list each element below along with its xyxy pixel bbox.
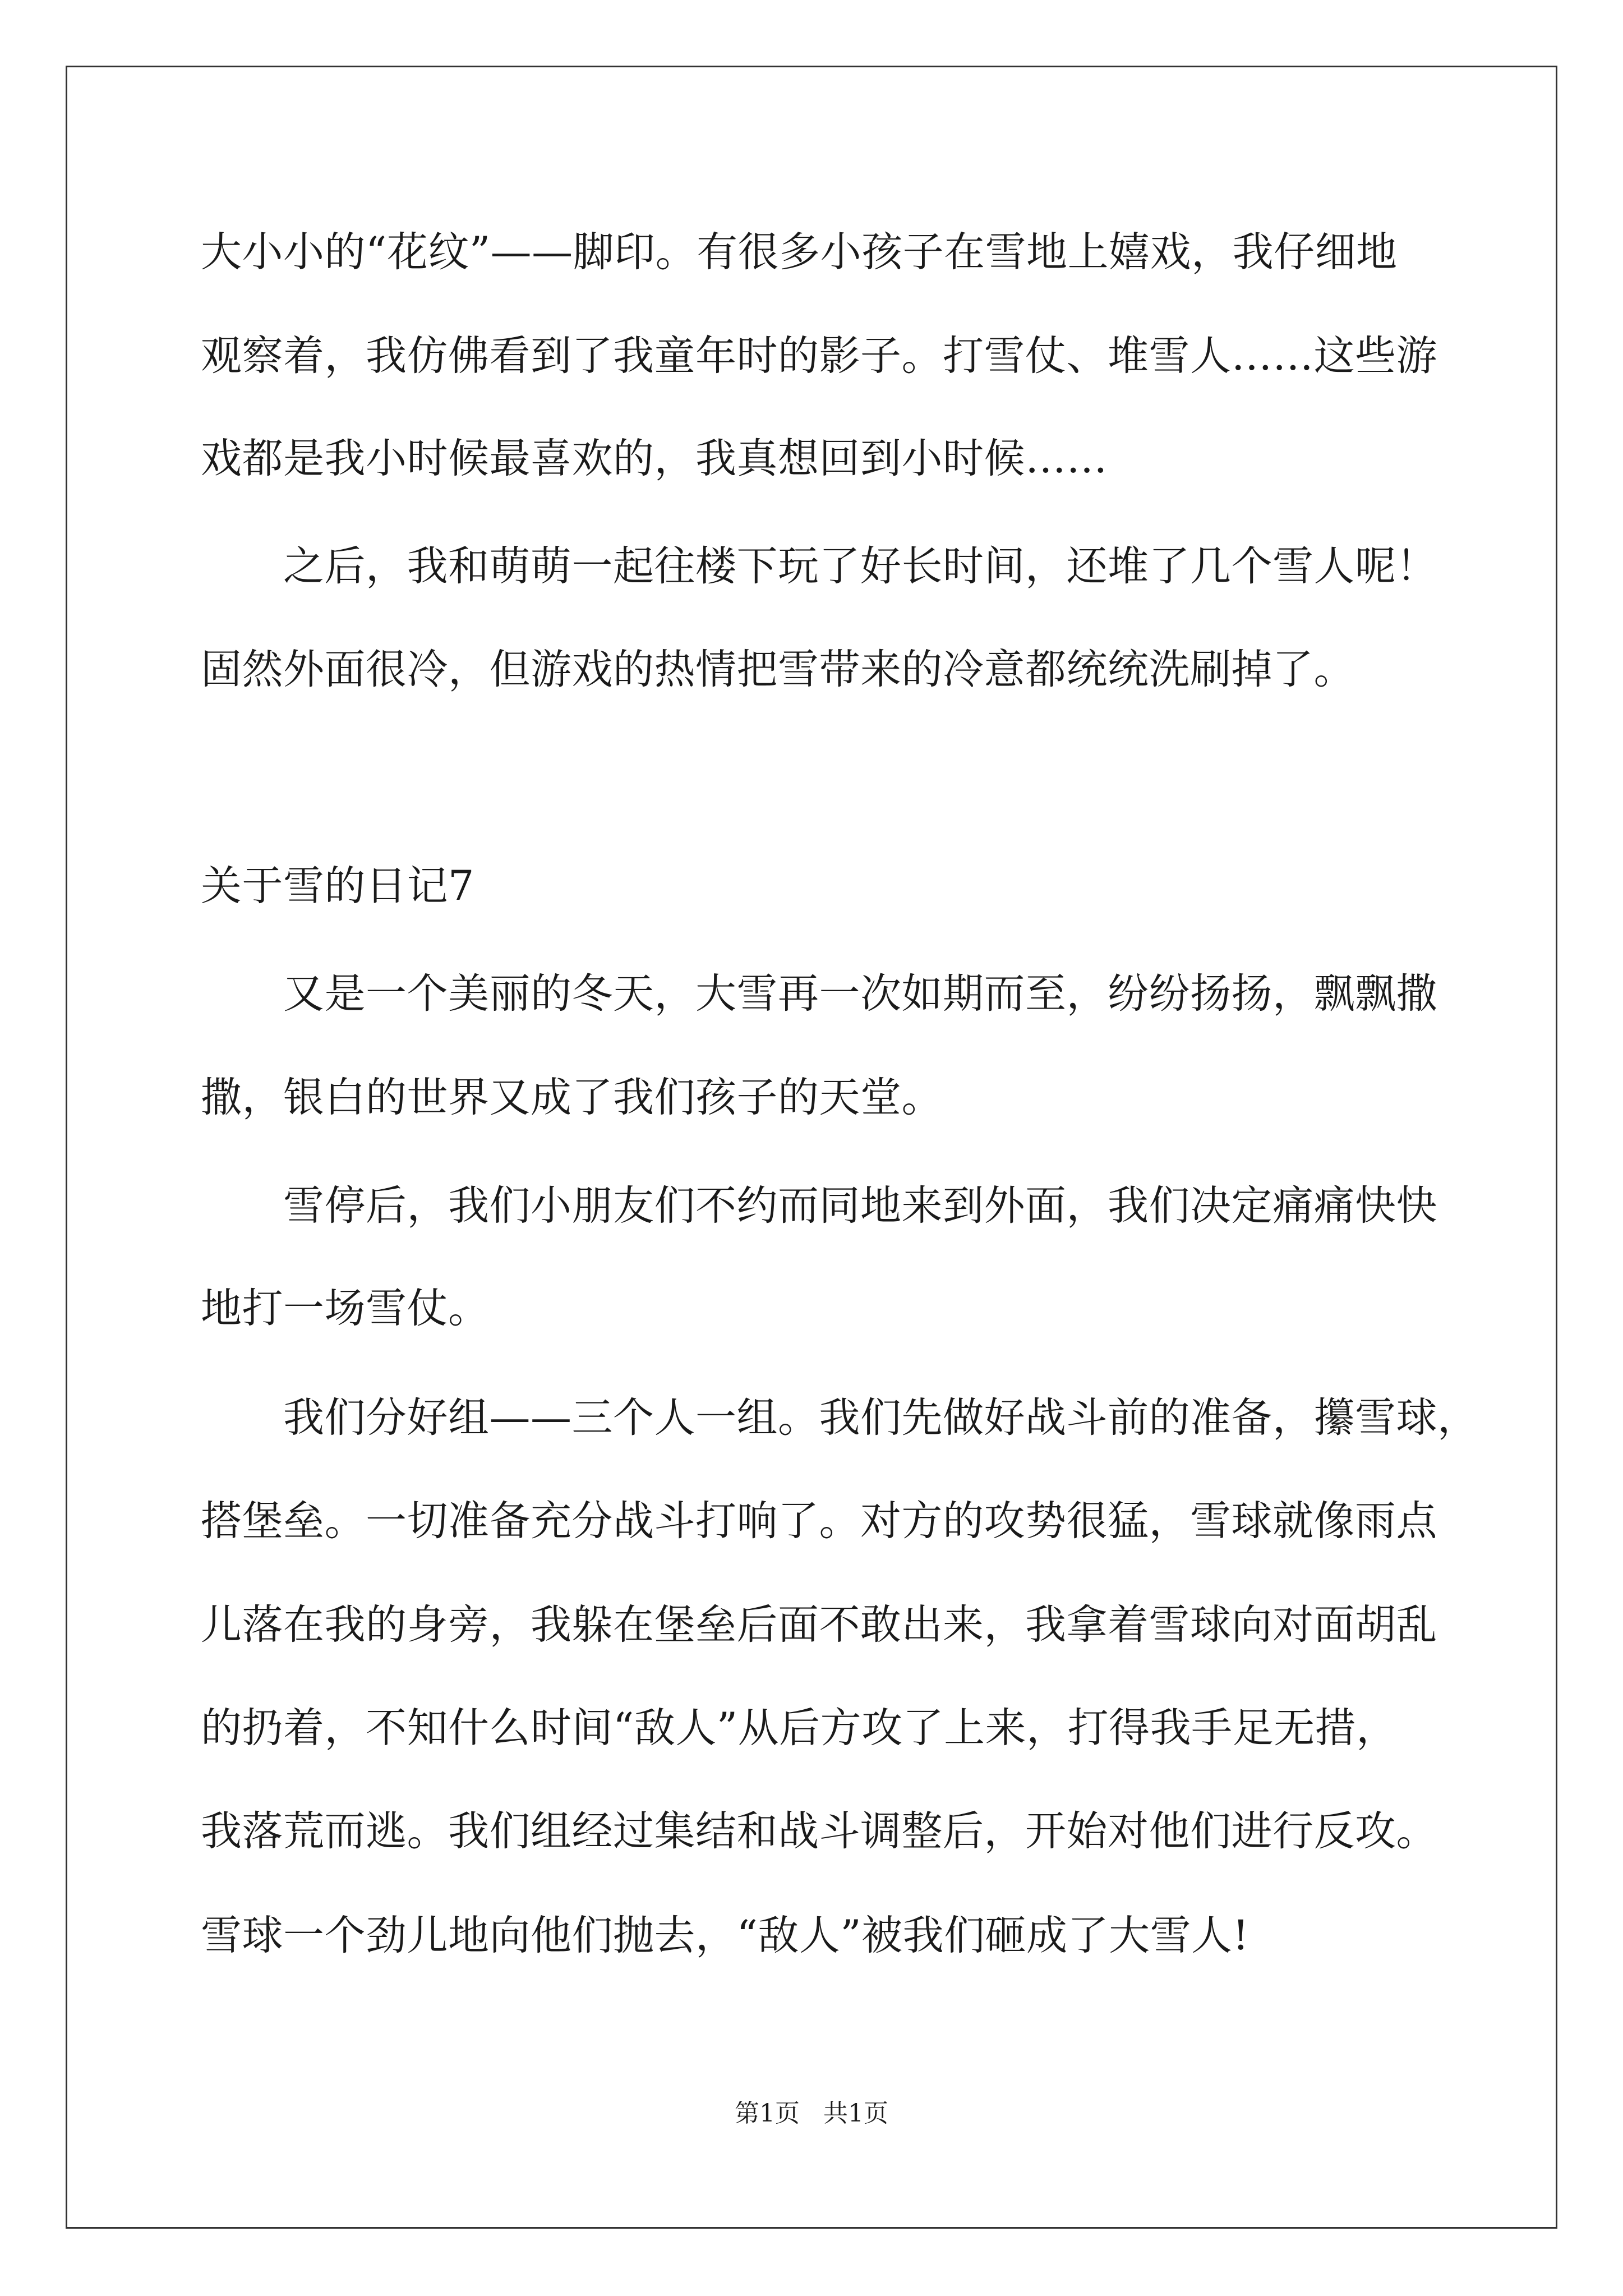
paragraph-1-line-3: 戏都是我小时候最喜欢的，我真想回到小时候…… — [201, 435, 1108, 482]
paragraph-5-line-5: 我落荒而逃。我们组经过集结和战斗调整后，开始对他们进行反攻。 — [201, 1807, 1437, 1855]
paragraph-4-line-2: 地打一场雪仗。 — [201, 1285, 490, 1332]
paragraph-3-line-1: 又是一个美丽的冬天，大雪再一次如期而至，纷纷扬扬，飘飘撒 — [283, 970, 1437, 1018]
paragraph-5-line-1: 我们分好组——三个人一组。我们先做好战斗前的准备，攥雪球， — [283, 1394, 1479, 1442]
paragraph-1-line-1: 大小小的“花纹”——脚印。有很多小孩子在雪地上嬉戏，我仔细地 — [201, 228, 1398, 276]
paragraph-2-line-2: 固然外面很冷，但游戏的热情把雪带来的冷意都统统洗刷掉了。 — [201, 646, 1355, 693]
paragraph-3-line-2: 撒，银白的世界又成了我们孩子的天堂。 — [201, 1074, 943, 1121]
page-number-footer: 第1页 共1页 — [735, 2099, 888, 2128]
page-border — [66, 66, 1557, 2229]
paragraph-5-line-4: 的扔着，不知什么时间“敌人”从后方攻了上来，打得我手足无措， — [201, 1704, 1398, 1752]
section-title: 关于雪的日记7 — [201, 862, 474, 910]
paragraph-5-line-2: 搭堡垒。一切准备充分战斗打响了。对方的攻势很猛，雪球就像雨点 — [201, 1497, 1437, 1545]
paragraph-4-line-1: 雪停后，我们小朋友们不约而同地来到外面，我们决定痛痛快快 — [283, 1182, 1437, 1230]
paragraph-2-line-1: 之后，我和萌萌一起往楼下玩了好长时间，还堆了几个雪人呢！ — [283, 542, 1437, 590]
paragraph-5-line-6: 雪球一个劲儿地向他们抛去，“敌人”被我们砸成了大雪人! — [201, 1912, 1249, 1959]
paragraph-1-line-2: 观察着，我仿佛看到了我童年时的影子。打雪仗、堆雪人……这些游 — [201, 332, 1437, 380]
paragraph-5-line-3: 儿落在我的身旁，我躲在堡垒后面不敢出来，我拿着雪球向对面胡乱 — [201, 1601, 1437, 1649]
